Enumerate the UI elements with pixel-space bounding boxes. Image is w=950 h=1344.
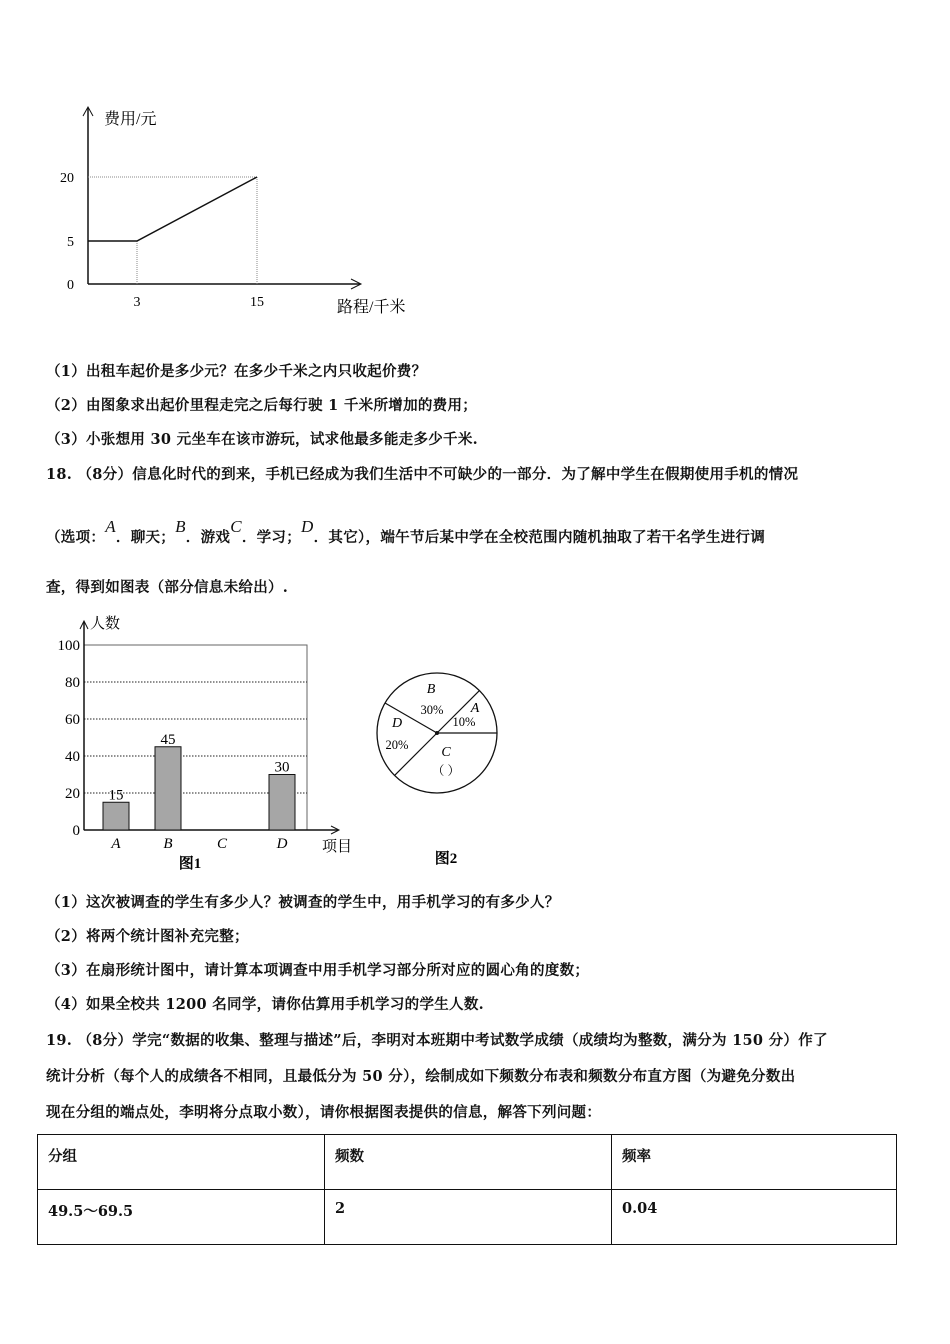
q18-part4: （4）如果全校共 1200 名同学，请你估算用手机学习的学生人数. [46, 996, 484, 1013]
x-tick-label: 15 [250, 295, 264, 310]
text: ．聊天； [115, 529, 176, 546]
table-header-row [38, 1135, 897, 1190]
x-tick-label: D [276, 836, 288, 852]
q19-line3: 现在分组的端点处，李明将分点取小数），请你根据图表提供的信息，解答下列问题： [46, 1104, 602, 1121]
y-tick-label: 20 [60, 171, 74, 186]
pie-label-b: B [426, 682, 436, 697]
table-cell: 49.5～69.5 [38, 1190, 325, 1245]
q18-part1: （1）这次被调查的学生有多少人？被调查的学生中，用手机学习的有多少人？ [46, 894, 560, 911]
table-cell: 2 [325, 1190, 612, 1245]
frequency-table [37, 1134, 897, 1245]
q18-line1: 18. （8分）信息化时代的到来，手机已经成为我们生活中不可缺少的一部分．为了解中学生在假期使用手机的情况 [46, 466, 799, 483]
x-axis-label: 项目 [322, 839, 353, 855]
pie-percent-label: 30% [420, 703, 444, 717]
text: ．游戏 [185, 529, 231, 546]
q17-part3: （3）小张想用 30 元坐车在该市游玩，试求他最多能走多少千米. [46, 431, 479, 448]
q19-line1: 19. （8分）学完“数据的收集、整理与描述”后，李明对本班期中考试数学成绩（成绩均为整数，满分为 150 分）作了 [46, 1032, 828, 1049]
y-axis-label: 人数 [90, 616, 121, 632]
text: ．学习； [241, 529, 302, 546]
y-tick-label: 40 [65, 749, 80, 765]
text: ．其它），端午节后某中学在全校范围内随机抽取了若干名学生进行调 [313, 529, 766, 546]
bar-value-label: 30 [274, 759, 290, 776]
y-tick-label: 20 [65, 786, 80, 802]
pie-percent-label: （ ） [431, 764, 461, 778]
y-tick-label: 100 [57, 638, 80, 654]
x-tick-label: C [216, 836, 228, 852]
table-row [38, 1190, 897, 1245]
header-cell: 频率 [612, 1135, 897, 1190]
fare-line [88, 177, 257, 241]
q17-part2: （2）由图象求出起价里程走完之后每行驶 1 千米所增加的费用； [46, 397, 478, 414]
q19-line2: 统计分析（每个人的成绩各不相同，且最低分为 50 分），绘制成如下频数分布表和频数分布直方图（为避免分数出 [46, 1068, 796, 1085]
q18-part3: （3）在扇形统计图中，请计算本项调查中用手机学习部分所对应的圆心角的度数； [46, 962, 590, 979]
header-cell: 分组 [38, 1135, 325, 1190]
q18-part2: （2）将两个统计图补充完整； [46, 928, 249, 945]
pie-label-a: A [470, 701, 480, 716]
x-tick-label: A [111, 836, 121, 852]
bar-a [103, 802, 129, 830]
y-tick-label: 0 [72, 823, 80, 839]
bar-value-label: 45 [160, 731, 176, 748]
bar-b [155, 747, 181, 830]
table-cell: 0.04 [612, 1190, 897, 1245]
y-tick-label: 80 [65, 675, 80, 691]
y-tick-label: 5 [67, 235, 74, 250]
x-tick-label: B [163, 836, 173, 852]
q18-line2 [46, 517, 766, 547]
option-c: C [230, 517, 242, 536]
bar-d [269, 775, 295, 831]
pie-center [435, 731, 439, 735]
pie-percent-label: 20% [385, 738, 409, 752]
figure-caption: 图1 [178, 856, 202, 872]
option-b: B [175, 517, 186, 536]
option-d: D [301, 517, 314, 536]
bar-value-label: 15 [108, 787, 124, 804]
x-axis-label: 路程/千米 [337, 299, 406, 316]
option-a: A [105, 517, 116, 536]
text: （选项： [46, 529, 106, 546]
q18-line3: 查，得到如图表（部分信息未给出）. [46, 579, 289, 596]
q17-part1: （1）出租车起价是多少元？在多少千米之内只收起价费？ [46, 363, 427, 380]
figure-caption: 图2 [434, 851, 458, 867]
y-tick-label: 0 [67, 278, 74, 293]
pie-percent-label: 10% [452, 715, 476, 729]
pie-label-c: C [441, 745, 451, 760]
y-axis-label: 费用/元 [104, 111, 157, 128]
header-cell: 频数 [325, 1135, 612, 1190]
y-tick-label: 60 [65, 712, 80, 728]
x-tick-label: 3 [133, 295, 141, 310]
pie-label-d: D [391, 716, 403, 731]
